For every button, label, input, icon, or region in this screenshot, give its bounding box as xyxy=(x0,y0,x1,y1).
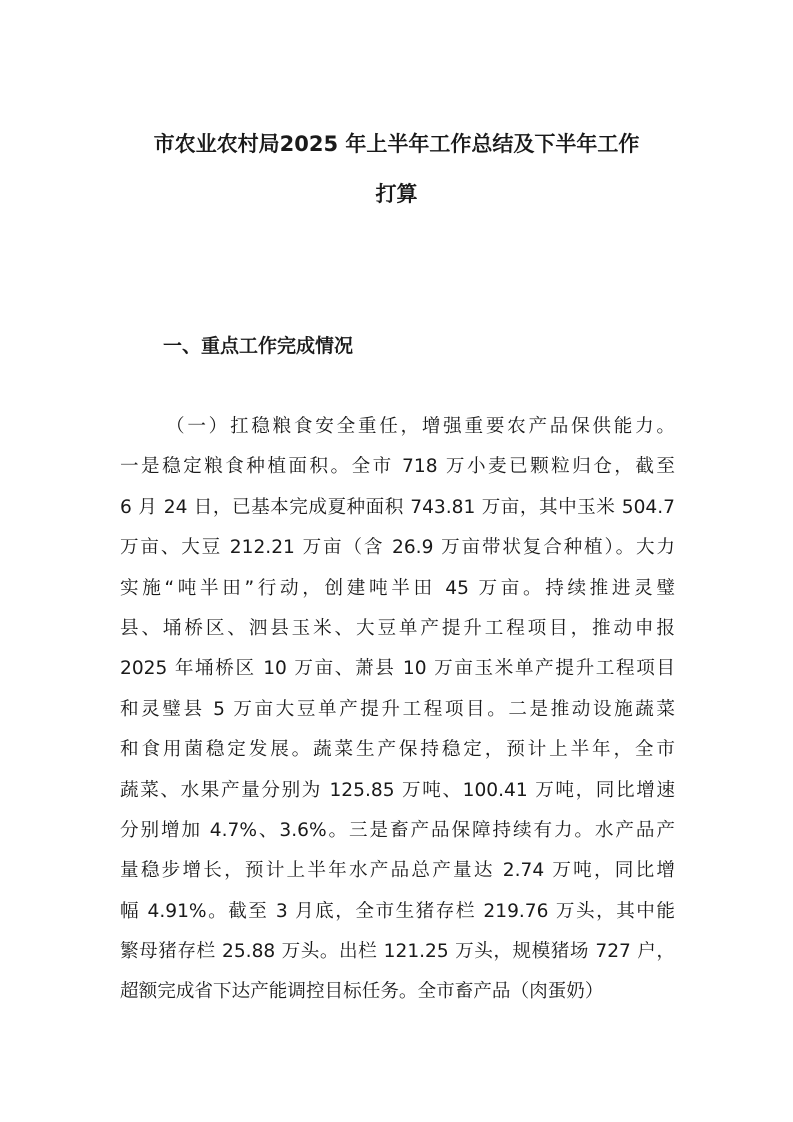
paragraph-line: 超额完成省下达产能调控目标任务。全市畜产品（肉蛋奶） xyxy=(120,981,604,1003)
paragraph-line: 蔬菜、水果产量分别为 125.85 万吨、100.41 万吨，同比增速 xyxy=(120,779,675,801)
document-title-line-1: 市农业农村局2025 年上半年工作总结及下半年工作 xyxy=(153,132,640,156)
paragraph-line: 2025 年埇桥区 10 万亩、萧县 10 万亩玉米单产提升工程项目 xyxy=(120,658,675,680)
section-heading: 一、重点工作完成情况 xyxy=(163,335,354,357)
paragraph-line: 量稳步增长，预计上半年水产品总产量达 2.74 万吨，同比增 xyxy=(120,860,675,882)
paragraph-line: 一是稳定粮食种植面积。全市 718 万小麦已颗粒归仓，截至 xyxy=(120,456,675,478)
paragraph-line: 和灵璧县 5 万亩大豆单产提升工程项目。二是推动设施蔬菜 xyxy=(120,698,675,720)
paragraph-line: 县、埇桥区、泗县玉米、大豆单产提升工程项目，推动申报 xyxy=(120,617,675,639)
paragraph-line: 6 月 24 日，已基本完成夏种面积 743.81 万亩，其中玉米 504.7 xyxy=(120,496,675,518)
paragraph-line: 实施“吨半田”行动，创建吨半田 45 万亩。持续推进灵璧 xyxy=(120,577,675,599)
paragraph-line: 和食用菌稳定发展。蔬菜生产保持稳定，预计上半年，全市 xyxy=(120,739,675,761)
paragraph-line: （一）扛稳粮食安全重任，增强重要农产品保供能力。 xyxy=(166,416,675,437)
body-paragraph xyxy=(120,407,675,1013)
paragraph-line: 分别增加 4.7%、3.6%。三是畜产品保障持续有力。水产品产 xyxy=(120,819,675,841)
paragraph-line: 幅 4.91%。截至 3 月底，全市生猪存栏 219.76 万头，其中能 xyxy=(120,900,675,922)
paragraph-line: 万亩、大豆 212.21 万亩（含 26.9 万亩带状复合种植）。大力 xyxy=(120,537,675,559)
document-title-line-2: 打算 xyxy=(375,182,418,206)
paragraph-line: 繁母猪存栏 25.88 万头。出栏 121.25 万头，规模猪场 727 户， xyxy=(120,941,675,963)
